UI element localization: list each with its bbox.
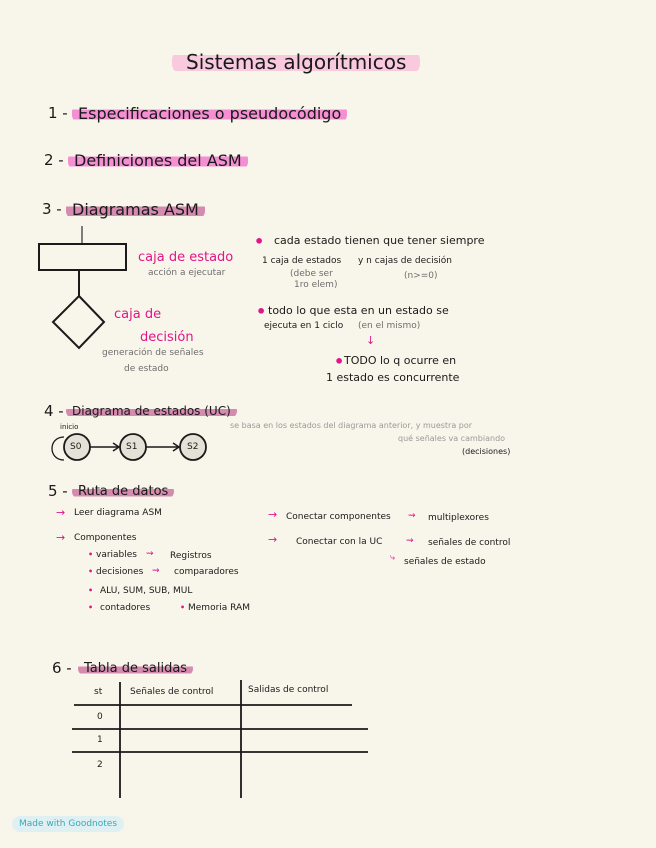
init-label: inicio: [60, 423, 79, 431]
r1-arrow: →: [268, 508, 278, 521]
state-diagram-note1: se basa en los estados del diagrama anterior, y muestra por: [230, 421, 473, 430]
decision-diamond-shape: [53, 296, 104, 348]
table-header-salidas: Salidas de control: [248, 685, 329, 695]
state-diagram-note2: qué señales va cambiando: [398, 434, 506, 443]
note2c-text: (en el mismo): [358, 321, 421, 331]
decision-label-line2: decisión: [140, 330, 194, 345]
sub4-text-b: Memoria RAM: [188, 603, 250, 613]
sub3-bullet: •: [88, 586, 94, 595]
note3-text: TODO lo q ocurre en: [344, 354, 457, 367]
state-diagram-note3: (decisiones): [462, 447, 511, 456]
section-5-number: 5 -: [48, 482, 68, 500]
section-3-number: 3 -: [42, 200, 62, 218]
note1c-text: y n cajas de decisión: [358, 256, 452, 266]
sub1-text-b: Registros: [170, 551, 212, 561]
section-2-heading: Definiciones del ASM: [68, 151, 248, 170]
sub4b-bullet: •: [180, 603, 186, 612]
note3-bullet: •: [334, 352, 345, 371]
note2-bullet: •: [256, 302, 267, 321]
sub1-bullet: •: [88, 550, 94, 559]
init-arrow: [52, 437, 64, 460]
item2-arrow: →: [56, 531, 66, 544]
r1-text-b: multiplexores: [428, 513, 489, 523]
table-row-2: 2: [97, 760, 103, 770]
table-row-1: 1: [97, 735, 103, 745]
state-s2-label: S2: [187, 442, 199, 452]
sub4-text-a: contadores: [100, 603, 151, 613]
sub4-bullet: •: [88, 603, 94, 612]
r2-text-c: señales de estado: [404, 557, 486, 567]
note1-text: cada estado tienen que tener siempre: [274, 234, 485, 247]
r2-text-a: Conectar con la UC: [296, 537, 383, 547]
item2-text: Componentes: [74, 533, 137, 543]
decision-label-line1: caja de: [114, 307, 162, 322]
note-arrow: ↓: [366, 334, 376, 347]
item1-text: Leer diagrama ASM: [74, 508, 162, 518]
state-s1-label: S1: [126, 442, 138, 452]
section-4-heading: Diagrama de estados (UC): [66, 404, 237, 418]
goodnotes-watermark: Made with Goodnotes: [12, 816, 124, 832]
note1f-text: (n>=0): [404, 271, 438, 281]
note2b-text: ejecuta en 1 ciclo: [264, 321, 344, 331]
state-s0-label: S0: [70, 442, 82, 452]
sub2-text-b: comparadores: [174, 567, 239, 577]
section-3-heading: Diagramas ASM: [66, 200, 205, 219]
item1-arrow: →: [56, 506, 66, 519]
section-1-number: 1 -: [48, 104, 68, 122]
sub1-text-a: variables: [96, 550, 137, 560]
r2-arrow3: ⤷: [390, 553, 396, 563]
r2-arrow2: ⇝: [406, 536, 414, 546]
section-6-heading: Tabla de salidas: [78, 661, 193, 676]
r2-arrow: →: [268, 533, 278, 546]
page-title: Sistemas algorítmicos: [172, 50, 420, 74]
table-row-0: 0: [97, 712, 103, 722]
r1-text-a: Conectar componentes: [286, 512, 391, 522]
section-1-heading: Especificaciones o pseudocódigo: [72, 104, 347, 123]
note3b-text: 1 estado es concurrente: [326, 371, 460, 384]
section-5-heading: Ruta de datos: [72, 484, 174, 499]
state-box-sublabel: acción a ejecutar: [148, 268, 226, 278]
section-4-number: 4 -: [44, 402, 64, 420]
sub2-arrow: ⇝: [152, 566, 160, 576]
section-2-number: 2 -: [44, 151, 64, 169]
table-header-st: st: [94, 687, 103, 697]
note1b-text: 1 caja de estados: [262, 256, 342, 266]
sub2-text-a: decisiones: [96, 567, 144, 577]
note1e-text: 1ro elem): [294, 280, 338, 290]
decision-sublabel-line2: de estado: [124, 364, 169, 374]
state-box-label: caja de estado: [138, 250, 234, 265]
sub3-text: ALU, SUM, SUB, MUL: [100, 586, 193, 596]
note1-bullet: •: [254, 232, 265, 251]
table-header-senales: Señales de control: [130, 687, 214, 697]
note1d-text: (debe ser: [290, 269, 333, 279]
state-box-shape: [39, 244, 126, 270]
r2-text-b: señales de control: [428, 538, 511, 548]
r1-arrow2: ⇝: [408, 511, 416, 521]
decision-sublabel-line1: generación de señales: [102, 348, 204, 358]
note2-text: todo lo que esta en un estado se: [268, 304, 449, 317]
sub2-bullet: •: [88, 567, 94, 576]
sub1-arrow: ⇝: [146, 549, 154, 559]
section-6-number: 6 -: [52, 659, 72, 677]
